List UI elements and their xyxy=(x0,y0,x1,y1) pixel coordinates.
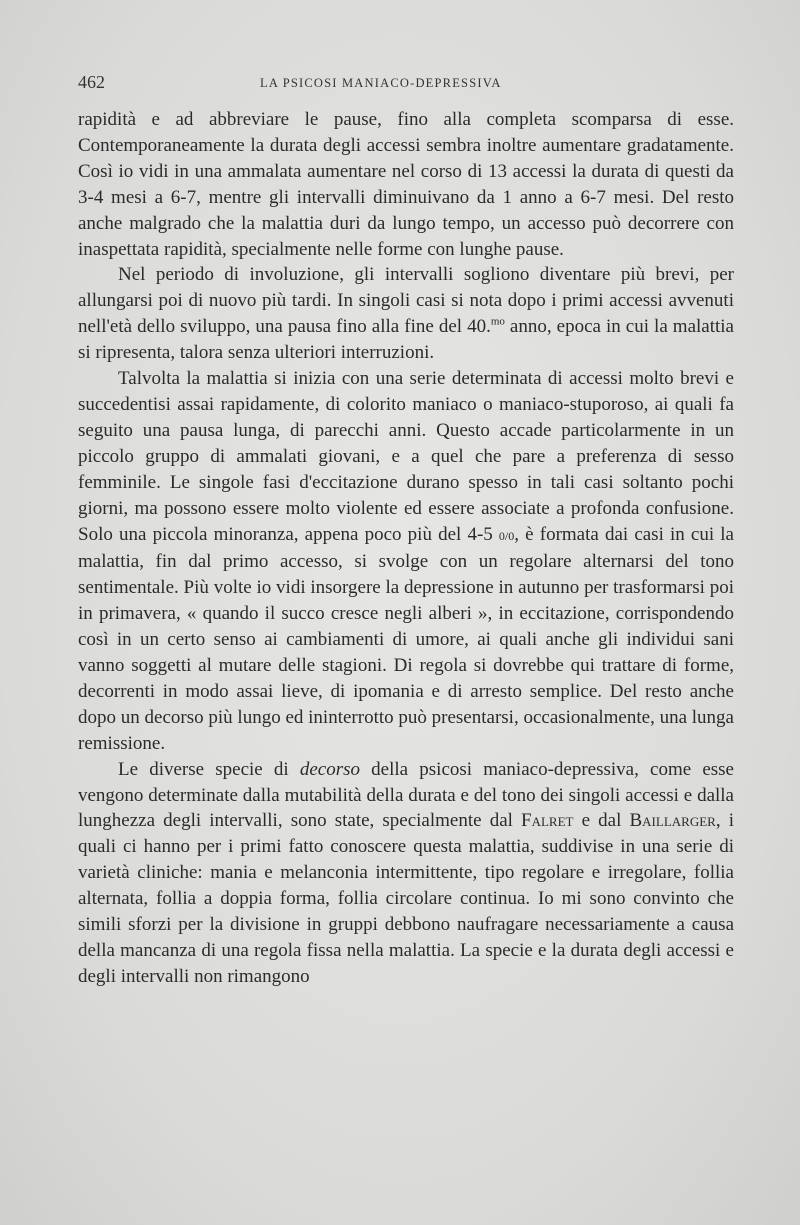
percent-sign: 0/0 xyxy=(498,528,515,543)
body-text xyxy=(78,107,734,990)
running-title: LA PSICOSI MANIACO-DEPRESSIVA xyxy=(260,76,502,90)
paragraph-4: Le diverse specie di decorso della psicosi maniaco-depressiva, come esse vengono determinate dalla mutabilità della durata e del tono dei singoli accessi e dalla lunghezza degli intervalli, sono state, specialmente dal Falret e dal Baillarger, i quali ci hanno per i primi fatto conoscere questa malattia, suddivise in una serie di varietà cliniche: mania e melanconia intermittente, tipo regolare e irregolare, follia alternata, follia a doppia forma, follia circolare continua. Io mi sono convinto che simili sforzi per la divisione in gruppi debbono naufragare necessariamente a causa della mancanza di una regola fissa nella malattia. La specie e la durata degli accessi e degli intervalli non rimangono xyxy=(78,758,734,987)
italic-term: decorso xyxy=(299,758,360,780)
page-number: 462 xyxy=(78,72,105,92)
paragraph-2: Nel periodo di involuzione, gli intervalli sogliono diventare più brevi, per allungarsi poi di nuovo più tardi. In singoli casi si nota dopo i primi accessi avvenuti nell'età dello sviluppo, una pausa fino alla fine del 40.$^{mo}$ anno, epoca in cui la malattia si ripresenta, talora senza ulteriori interruzioni. xyxy=(78,264,734,364)
paragraph-3: Talvolta la malattia si inizia con una serie determinata di accessi molto brevi e succedentisi assai rapidamente, di colorito maniaco o maniaco-stuporoso, ai quali fa seguito una pausa lunga, di parecchi anni. Questo accade particolarmente in un piccolo gruppo di ammalati giovani, e a quel che pare a preferenza di sesso femminile. Le singole fasi d'eccitazione durano spesso in tali casi soltanto pochi giorni, ma possono essere molto violente ed essere associate a profonda confusione. Solo una piccola minoranza, appena poco più del 4-5 0/0, è formata dai casi in cui la malattia, fin dal primo accesso, si svolge con un regolare alternarsi del tono sentimentale. Più volte io vidi insorgere la depressione in autunno per trasformarsi poi in primavera, « quando il succo cresce negli alberi », in eccitazione, corrispondendo così in un certo senso ai cambiamenti di umore, ai quali anche gli individui sani vanno soggetti al mutare delle stagioni. Di regola si dovrebbe qui trattare di forme, decorrenti in modo assai lieve, di ipomania e di arresto semplice. Del resto anche dopo un decorso più lungo ed ininterrotto può presentarsi, occasionalmente, una lunga remissione. xyxy=(78,368,734,754)
author-name-falret: Falret xyxy=(521,810,574,832)
ordinal-superscript: mo xyxy=(490,315,505,328)
page-header xyxy=(78,72,738,94)
paragraph-1: rapidità e ad abbreviare le pause, fino alla completa scomparsa di esse. Contemporaneamente la durata degli accessi sembra inoltre aumentare gradatamente. Così io vidi in una ammalata aumentare nel corso di 13 accessi la durata di questi da 3-4 mesi a 6-7, mentre gli intervalli diminuivano da 1 anno a 6-7 mesi. Del resto anche malgrado che la malattia duri da lungo tempo, un accesso può decorrere con inaspettata rapidità, specialmente nelle forme con lunghe pause. xyxy=(78,109,734,260)
author-name-baillarger: Baillarger xyxy=(629,810,716,832)
